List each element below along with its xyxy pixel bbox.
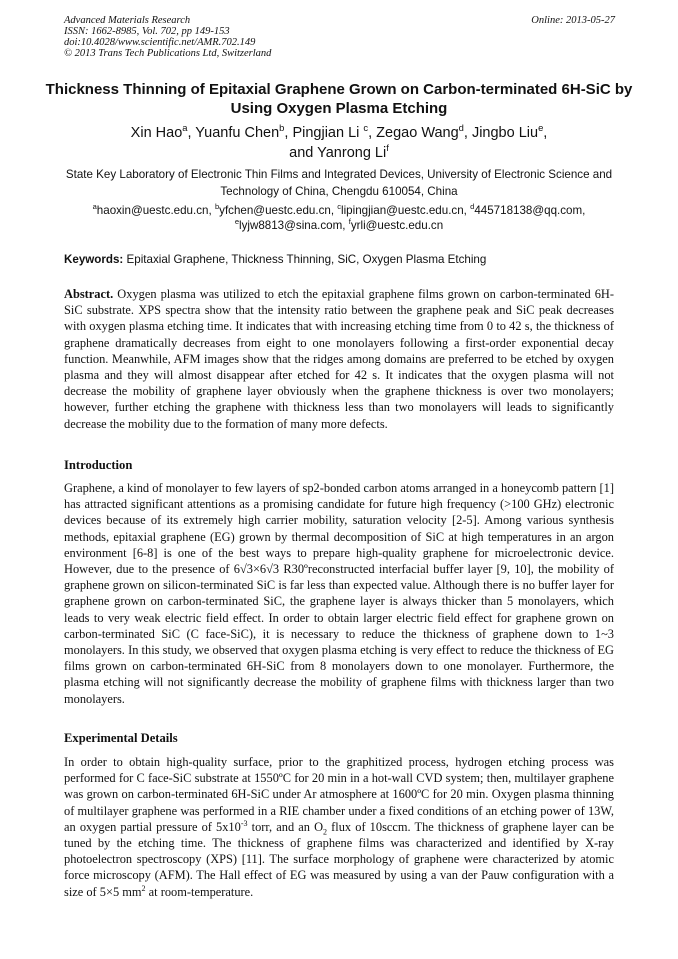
email-entry[interactable]: $^e$lyjw8813@sina.com [234,217,343,232]
author: Yuanfu Chen$^b$ [195,122,285,141]
author: Xin Hao$^a$ [130,122,188,141]
email-list: $^a$haoxin@uestc.edu.cn, $^b$yfchen@uestc.edu.cn, $^c$lipingjian@uestc.edu.cn, $^d$445718138@qq.com, $^e$lyjw8813@sina.com, $^f$yrli@uestc.edu.cn [92,202,586,232]
author-list: Xin Hao$^a$, Yuanfu Chen$^b$, Pingjian Li $^c$, Zegao Wang$^d$, Jingbo Liu$^e$, and Yanrong Li$^f$ [130,122,548,161]
section-heading-experimental: Experimental Details [64,731,178,745]
experimental-body: In order to obtain high-quality surface, prior to the graphitized process, hydrogen etching process was performed for C face-SiC substrate at 1550ºC for 20 min in a hot-wall CVD system; then, multilayer graphene was grown on carbon-terminated 6H-SiC under Ar atmosphere at 1600ºC for 20 min. Oxygen plasma thinning of multilayer graphene was performed in a RIE chamber under a fixed conditions of an etching power of 13W, an oxygen partial pressure of $5x10^{-3}$ torr, and an $O_2$ flux of 10sccm. The thickness of graphene layer can be tuned by the etching time. The thickness of graphene films was characterized and identified by X-ray photoelectron spectroscopy (XPS) [11]. The surface morphology of graphene were characterized by atomic force microscopy (AFM). The Hall effect of EG was measured by using a van der Pauw configuration with a size of 5×5 $mm^2$ at room-temperature. [64,755,614,899]
abstract [64,286,614,432]
author: Yanrong Li$^f$ [317,142,389,161]
author: Zegao Wang$^d$ [376,122,464,141]
keywords-label: Keywords: [64,253,124,266]
doi-line: doi:10.4028/www.scientific.net/AMR.702.149 [64,37,256,48]
keywords-text: Epitaxial Graphene, Thickness Thinning, SiC, Oxygen Plasma Etching [126,253,487,266]
email-entry[interactable]: $^c$lipingjian@uestc.edu.cn [337,202,464,217]
journal-name: Advanced Materials Research [64,15,191,26]
introduction-body: Graphene, a kind of monolayer to few layers of sp2-bonded carbon atoms arranged in a honeycomb pattern [1] has attracted significant attentions as a promising candidate for future high frequency (>100 GHz) electronic devices because of its extremely high carrier mobility, saturation velocity [2-5]. Among various synthesis methods, epitaxial graphene (EG) grown by thermal decomposition of SiC at high temperatures in an argon environment [6-8] is one of the best ways to prepare high-quality graphene for microelectronic device. However, due to the presence of 6√3×6√3 R30ºreconstructed interfacial buffer layer [9, 10], the mobility of graphene grown on silicon-terminated SiC is far less than expected value. Although there is no buffer layer for graphene grown on carbon-terminated SiC, the graphene layer is always thicker than 5 monolayers, which leads to very weak electric field effect. In order to obtain larger electric field effect for graphene grown on carbon-terminated SiC (C face-SiC), it is necessary to reduce the thickness of graphene down to 1~3 monolayers. In this study, we observed that oxygen plasma etching is very effect to reduce the thickness of EG films grown on carbon-terminated 6H-SiC from 8 monolayers down to one monolayer. Furthermore, the plasma etching will not significantly decrease the mobility of graphene films with thickness larger than two monolayers. [64,481,614,706]
journal-header [64,15,271,59]
email-entry[interactable]: $^d$445718138@qq.com [470,202,583,217]
email-entry[interactable]: $^b$yfchen@uestc.edu.cn [214,202,331,217]
issn-line: ISSN: 1662-8985, Vol. 702, pp 149-153 [64,26,230,37]
copyright-line: © 2013 Trans Tech Publications Ltd, Switzerland [64,48,272,59]
author: Jingbo Liu$^e$ [471,122,544,141]
abstract-text: Oxygen plasma was utilized to etch the epitaxial graphene films grown on carbon-terminated 6H-SiC substrate. XPS spectra show that the intensity ratio between the graphene peak and SiC peak decreases with oxygen plasma etching time. It indicates that with increasing etching time from 0 to 42 s, the thickness of graphene dramatically decreases from eight to one monolayers following a first-order exponential decay function. Meanwhile, AFM images show that the ridges among domains are preferred to be etched by oxygen plasma and they will almost disappear after etched for 42 s. It indicates that the oxygen plasma will not decrease the mobility of graphene layer obviously when the graphene thickness is over two monolayers; however, further etching the graphene with thickness less than two monolayers will leads to significantly decrease the mobility due to the formation of many more defects. [64,287,614,431]
email-entry[interactable]: $^f$yrli@uestc.edu.cn [348,217,444,232]
section-heading-introduction: Introduction [64,458,133,472]
author: Pingjian Li $^c$ [292,122,369,141]
abstract-label: Abstract. [64,287,114,301]
email-entry[interactable]: $^a$haoxin@uestc.edu.cn [92,202,209,217]
keywords [64,252,624,267]
online-date: Online: 2013-05-27 [531,15,615,26]
affiliation: State Key Laboratory of Electronic Thin Films and Integrated Devices, University of Electronic Science and Technology of China, Chengdu 610054, China [65,168,613,198]
math-expression: 6√3×6√3 [233,562,280,577]
paper-title: Thickness Thinning of Epitaxial Graphene Grown on Carbon-terminated 6H-SiC by Using Oxygen Plasma Etching [45,81,633,117]
